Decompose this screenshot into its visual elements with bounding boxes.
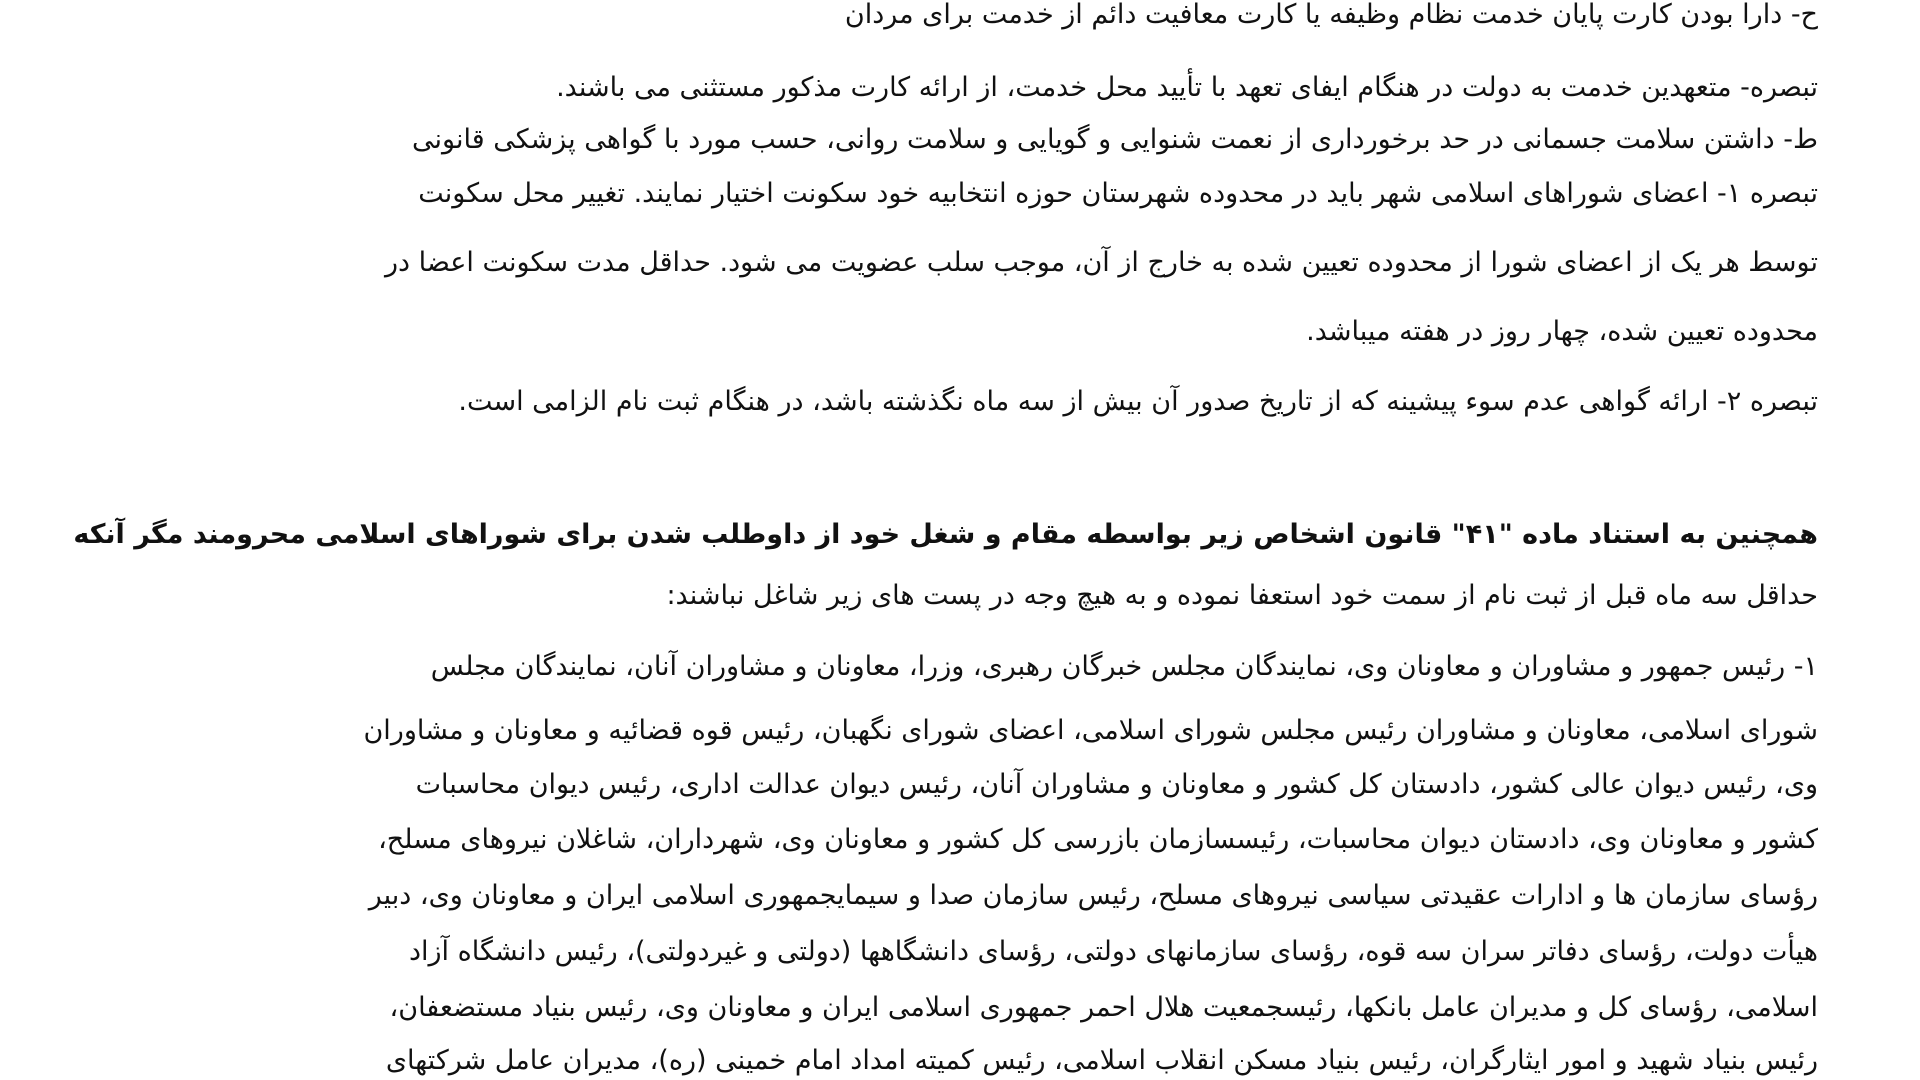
item-1-line-6: هیأت دولت، رؤسای دفاتر سران سه قوه، رؤسای سازمانهای دولتی، رؤسای دانشگاهها (دولتی و غیردولتی)، رئیس دانشگاه آزاد — [408, 936, 1818, 967]
clause-h: ح- دارا بودن کارت پایان خدمت نظام وظیفه یا کارت معافیت دائم از خدمت برای مردان — [844, 0, 1818, 30]
article-41-intro-line-2: حداقل سه ماه قبل از ثبت نام از سمت خود استعفا نموده و به هیچ وجه در پست های زیر شاغل نباشند: — [666, 580, 1818, 611]
note-2: تبصره ۲- ارائه گواهی عدم سوء پیشینه که از تاریخ صدور آن بیش از سه ماه نگذشته باشد، در هنگام ثبت نام الزامی است. — [458, 386, 1818, 417]
item-1-line-1: ۱- رئیس جمهور و مشاوران و معاونان وی، نمایندگان مجلس خبرگان رهبری، وزرا، معاونان و مشاوران آنان، نمایندگان مجلس — [430, 651, 1818, 682]
item-1-line-3: وی، رئیس دیوان عالی کشور، دادستان کل کشور و معاونان و مشاوران آنان، رئیس دیوان عدالت اداری، رئیس دیوان محاسبات — [415, 769, 1818, 800]
item-1-line-5: رؤسای سازمان ها و ادارات عقیدتی سیاسی نیروهای مسلح، رئیس سازمان صدا و سیمایجمهوری اسلامی ایران و معاونان وی، دبیر — [368, 880, 1818, 911]
note-1-line-3: محدوده تعیین شده، چهار روز در هفته میباشد. — [1306, 316, 1818, 347]
item-1-line-7: اسلامی، رؤسای کل و مدیران عامل بانکها، رئیسجمعیت هلال احمر جمهوری اسلامی ایران و معاونان وی، رئیس بنیاد مستضعفان، — [389, 992, 1818, 1023]
item-1-line-4: کشور و معاونان وی، دادستان دیوان محاسبات، رئیسسازمان بازرسی کل کشور و معاونان وی، شهرداران، شاغلان نیروهای مسلح، — [378, 824, 1818, 855]
note-1-line-1: تبصره ۱- اعضای شوراهای اسلامی شهر باید در محدوده شهرستان حوزه انتخابیه خود سکونت اختیار نمایند. تغییر محل سکونت — [418, 178, 1818, 209]
clause-h-note: تبصره- متعهدین خدمت به دولت در هنگام ایفای تعهد با تأیید محل خدمت، از ارائه کارت مذکور مستثنی می باشند. — [556, 72, 1818, 103]
article-41-intro-line-1: همچنین به استناد ماده "۴۱" قانون اشخاص زیر بواسطه مقام و شغل خود از داوطلب شدن برای شوراهای اسلامی محرومند مگر آنکه — [73, 519, 1818, 550]
item-1-line-2: شورای اسلامی، معاونان و مشاوران رئیس مجلس شورای اسلامی، اعضای شورای نگهبان، رئیس قوه قضائیه و معاونان و مشاوران — [363, 715, 1818, 746]
item-1-line-8: رئیس بنیاد شهید و امور ایثارگران، رئیس بنیاد مسکن انقلاب اسلامی، رئیس کمیته امداد امام خمینی (ره)، مدیران عامل شرکتهای — [385, 1045, 1818, 1076]
note-1-line-2: توسط هر یک از اعضای شورا از محدوده تعیین شده به خارج از آن، موجب سلب عضویت می شود. حداقل مدت سکونت اعضا در — [385, 247, 1818, 278]
clause-t: ط- داشتن سلامت جسمانی در حد برخورداری از نعمت شنوایی و گویایی و سلامت روانی، حسب مورد با گواهی پزشکی قانونی — [412, 124, 1818, 155]
